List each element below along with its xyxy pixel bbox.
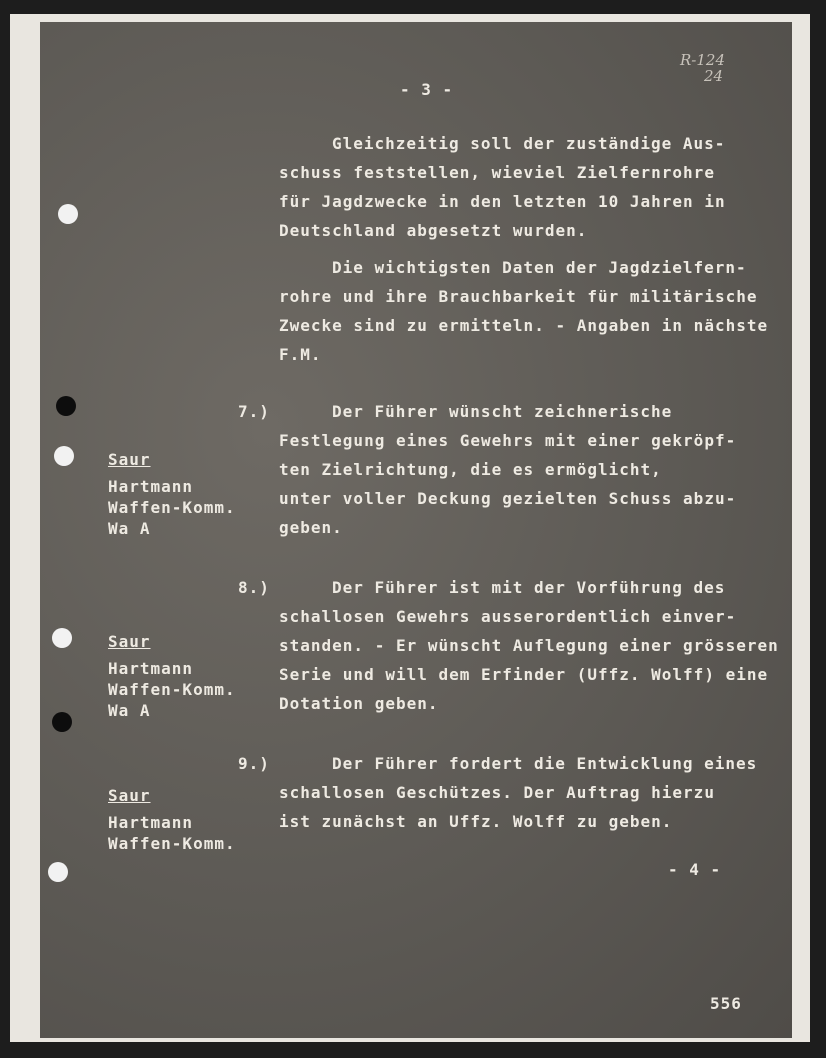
paragraph-line: rohre und ihre Brauchbarkeit für militärische	[279, 287, 758, 306]
item-number: 9.)	[238, 754, 270, 773]
punch-hole	[48, 862, 68, 882]
punch-hole	[56, 396, 76, 416]
item-number: 8.)	[238, 578, 270, 597]
photo-paper-border	[10, 14, 810, 1042]
paragraph-line: Die wichtigsten Daten der Jagdzielfern-	[332, 258, 747, 277]
punch-hole	[52, 712, 72, 732]
responsible-lead: Saur	[108, 450, 151, 469]
paragraph-line: Zwecke sind zu ermitteln. - Angaben in nächste	[279, 316, 769, 335]
annotation-line: 24	[704, 67, 724, 85]
paragraph-line: F.M.	[279, 345, 322, 364]
responsible-name: Waffen-Komm.	[108, 834, 236, 853]
archive-number: 556	[710, 994, 742, 1013]
item-line: Der Führer fordert die Entwicklung eines	[332, 754, 758, 773]
item-line: geben.	[279, 518, 343, 537]
item-line: standen. - Er wünscht Auflegung einer grösseren	[279, 636, 779, 655]
punch-hole	[52, 628, 72, 648]
item-line: Serie und will dem Erfinder (Uffz. Wolff) eine	[279, 665, 769, 684]
item-line: Der Führer ist mit der Vorführung des	[332, 578, 726, 597]
responsible-lead: Saur	[108, 786, 151, 805]
punch-hole	[58, 204, 78, 224]
item-line: schallosen Gewehrs ausserordentlich einver-	[279, 607, 737, 626]
punch-hole	[54, 446, 74, 466]
item-line: ten Zielrichtung, die es ermöglicht,	[279, 460, 662, 479]
responsible-name: Wa A	[108, 519, 151, 538]
responsible-name: Waffen-Komm.	[108, 498, 236, 517]
responsible-name: Wa A	[108, 701, 151, 720]
paragraph-line: schuss feststellen, wieviel Zielfernrohre	[279, 163, 715, 182]
page-number: - 3 -	[400, 80, 454, 99]
item-line: Dotation geben.	[279, 694, 439, 713]
responsible-name: Hartmann	[108, 477, 194, 496]
item-line: unter voller Deckung gezielten Schuss abzu-	[279, 489, 737, 508]
handwritten-annotation	[680, 52, 725, 84]
item-line: Der Führer wünscht zeichnerische	[332, 402, 673, 421]
next-page-marker: - 4 -	[668, 860, 722, 879]
paragraph-line: Gleichzeitig soll der zuständige Aus-	[332, 134, 726, 153]
item-line: schallosen Geschützes. Der Auftrag hierzu	[279, 783, 715, 802]
paragraph-line: Deutschland abgesetzt wurden.	[279, 221, 588, 240]
item-number: 7.)	[238, 402, 270, 421]
responsible-name: Hartmann	[108, 813, 194, 832]
annotation-line: R-124	[680, 51, 725, 69]
item-line: ist zunächst an Uffz. Wolff zu geben.	[279, 812, 673, 831]
responsible-name: Hartmann	[108, 659, 194, 678]
item-line: Festlegung eines Gewehrs mit einer gekröpf-	[279, 431, 737, 450]
paragraph-line: für Jagdzwecke in den letzten 10 Jahren in	[279, 192, 726, 211]
responsible-lead: Saur	[108, 632, 151, 651]
document-page	[40, 22, 792, 1038]
responsible-name: Waffen-Komm.	[108, 680, 236, 699]
